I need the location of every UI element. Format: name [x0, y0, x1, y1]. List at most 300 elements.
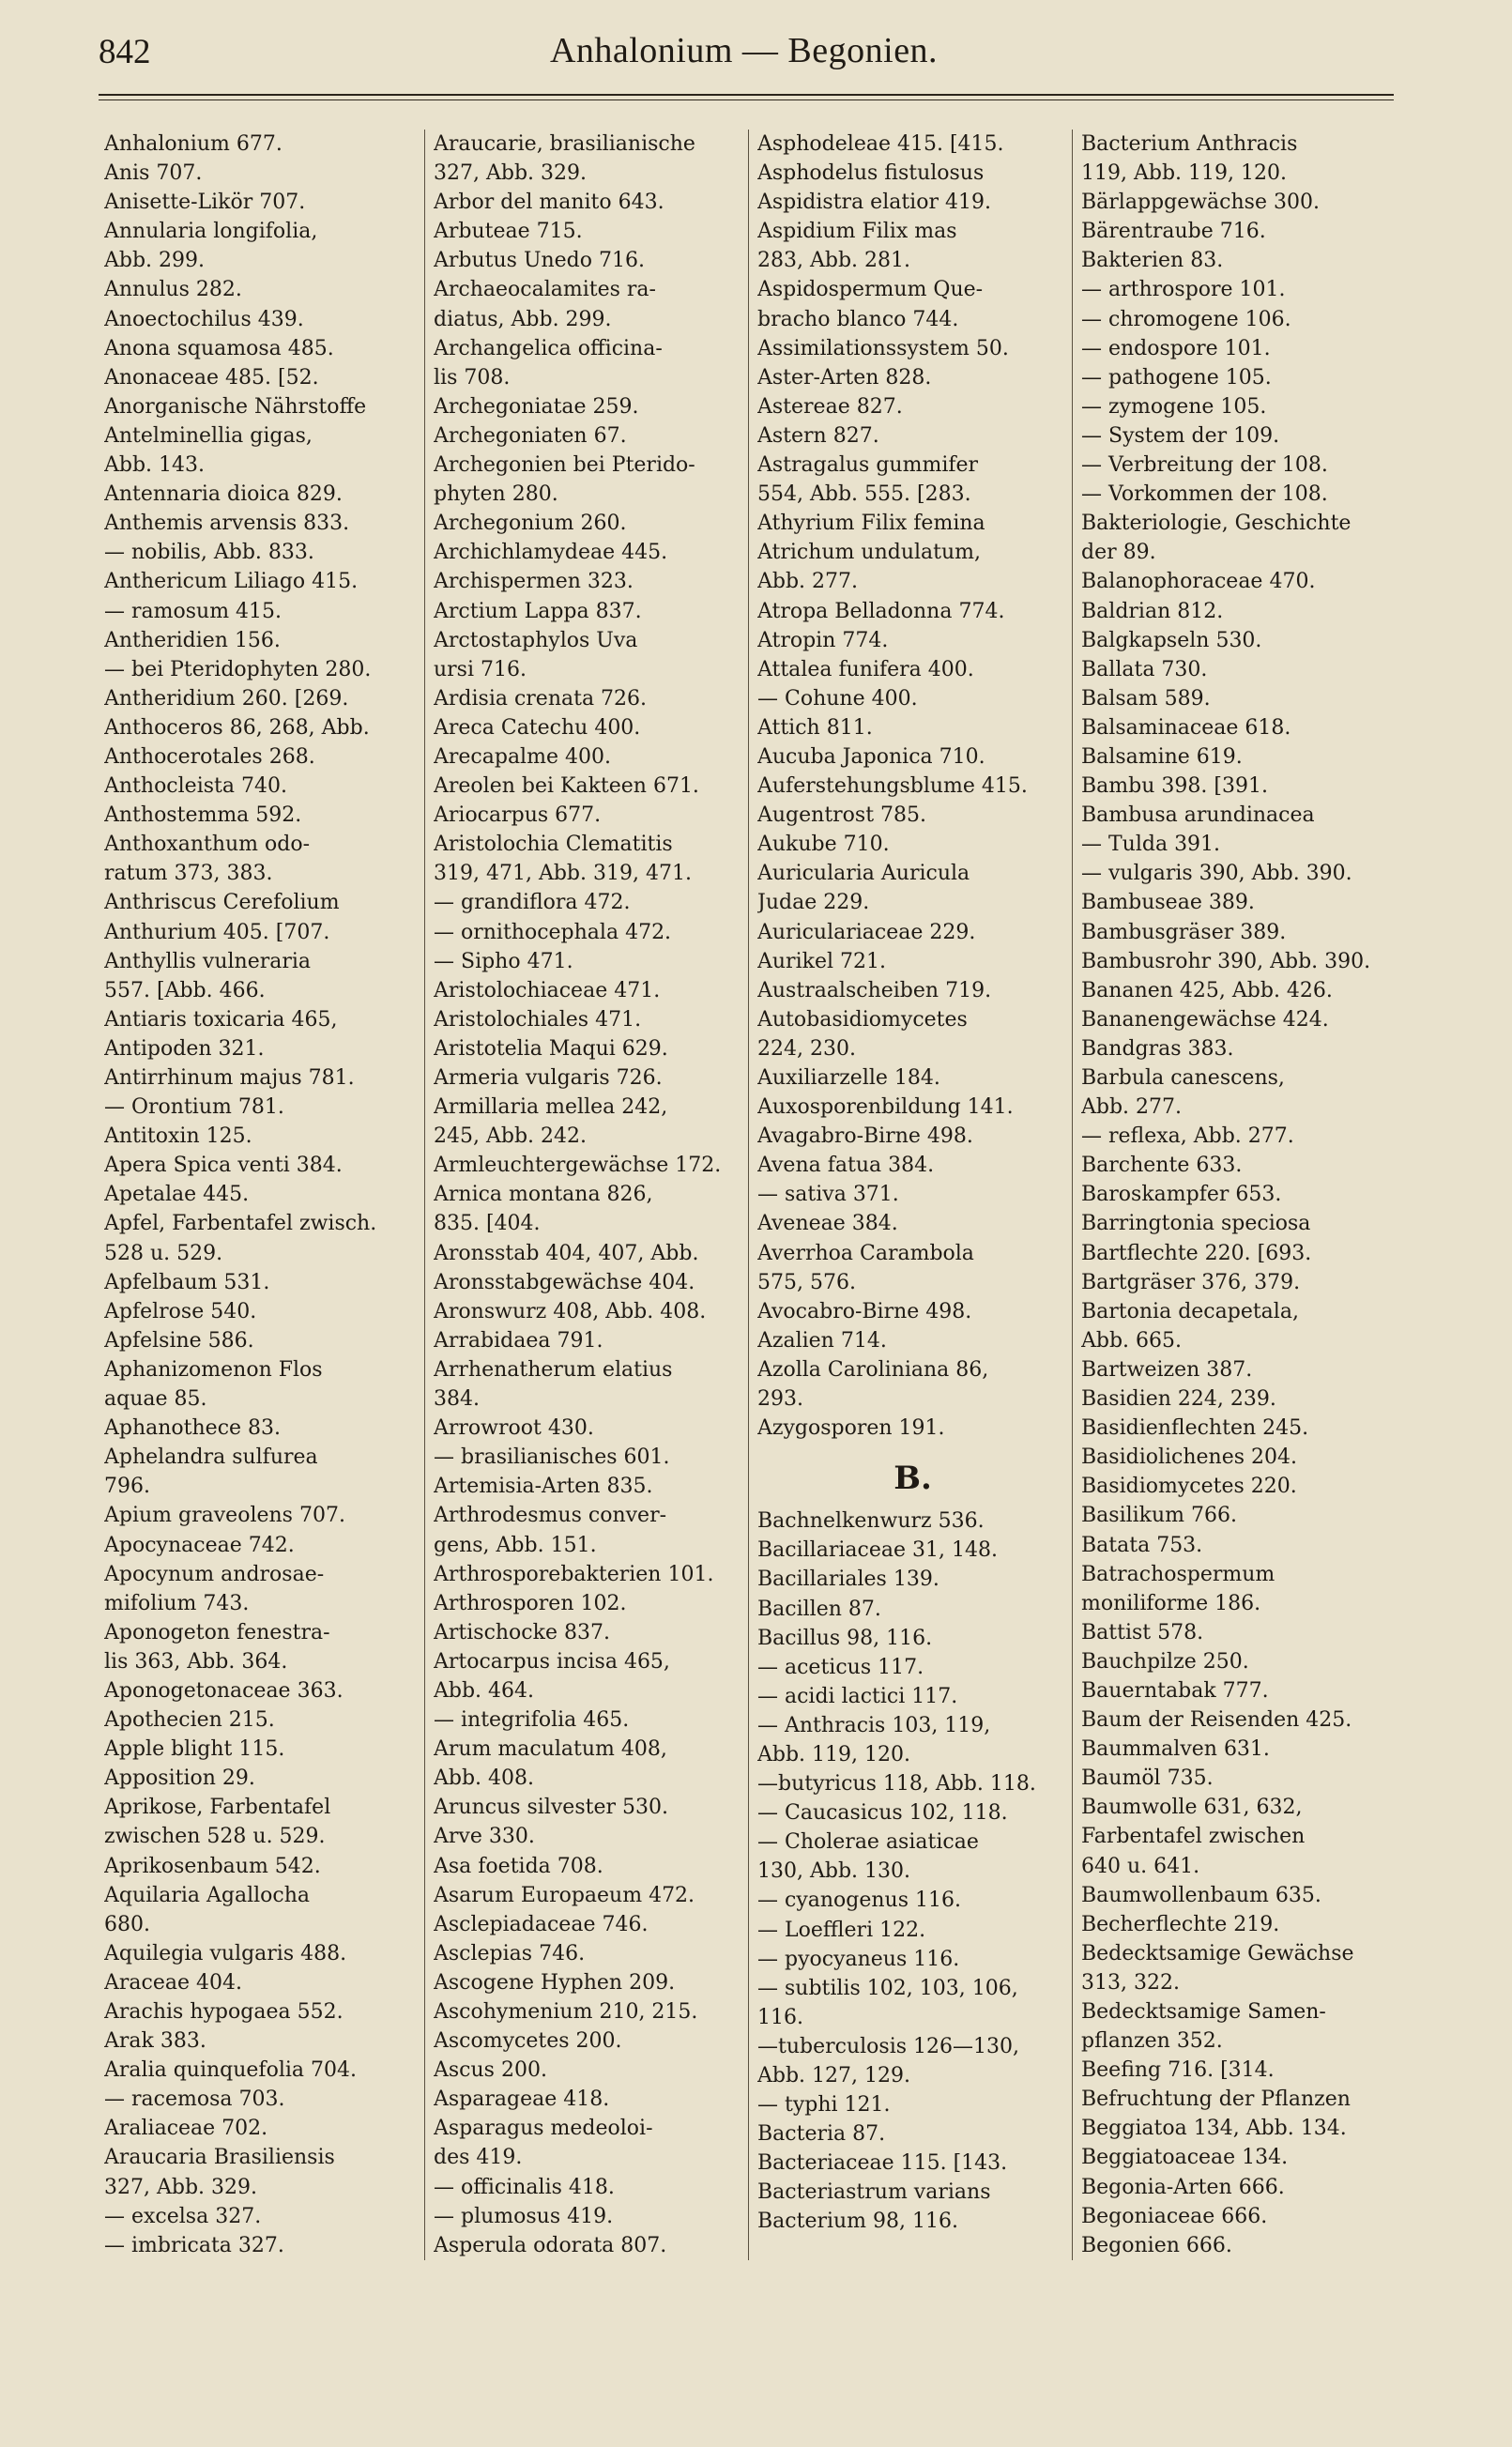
index-entry: 116. — [757, 2005, 803, 2029]
index-entry: Avena fatua 384. — [757, 1154, 935, 1178]
index-entry: Balsam 589. — [1081, 686, 1211, 711]
index-entry: Aquilaria Agallocha — [104, 1883, 311, 1907]
index-entry: Judae 229. — [757, 891, 870, 915]
index-entry: Atrichum undulatum, — [757, 541, 982, 565]
index-entry: Arbor del manito 643. — [434, 191, 664, 215]
index-entry: ursi 716. — [434, 657, 527, 681]
index-column-1 — [100, 130, 424, 2260]
index-entry: Arve 330. — [434, 1825, 535, 1849]
index-entry: Barbula canescens, — [1081, 1066, 1285, 1090]
index-entry: Arthrosporen 102. — [434, 1591, 627, 1615]
index-entry: Apocynaceae 742. — [104, 1533, 295, 1557]
index-entry: Bakteriologie, Geschichte — [1081, 512, 1352, 536]
index-entry: Bartonia decapetala, — [1081, 1299, 1299, 1323]
index-entry: Aristolochiaceae 471. — [434, 978, 661, 1002]
index-entry: Battist 578. — [1081, 1620, 1204, 1644]
index-entry: 557. [Abb. 466. — [104, 978, 266, 1002]
index-entry: 554, Abb. 555. [283. — [757, 482, 971, 507]
index-entry: Beefing 716. [314. — [1081, 2058, 1275, 2083]
index-entry: Aronswurz 408, Abb. 408. — [434, 1299, 707, 1323]
index-entry: Arbuteae 715. — [434, 220, 583, 244]
index-entry: Anthemis arvensis 833. — [104, 512, 350, 536]
index-entry: Arak 383. — [104, 2029, 206, 2054]
index-entry: Arbutus Unedo 716. — [434, 249, 645, 273]
index-entry: Asclepias 746. — [434, 1941, 586, 1965]
index-entry: Ariocarpus 677. — [434, 803, 602, 828]
index-entry: Abb. 127, 129. — [757, 2064, 911, 2088]
index-entry: — Sipho 471. — [434, 949, 573, 973]
index-entry: Balsaminaceae 618. — [1081, 715, 1291, 740]
index-entry: — Orontium 781. — [104, 1095, 284, 1120]
index-entry: — grandiflora 472. — [434, 891, 631, 915]
index-entry: Anthyllis vulneraria — [104, 949, 312, 973]
index-entry: Befruchtung der Pflanzen — [1081, 2088, 1351, 2112]
index-column-4 — [1072, 130, 1396, 2260]
index-entry: Bananengewächse 424. — [1081, 1007, 1329, 1032]
index-entry: Baumwollenbaum 635. — [1081, 1883, 1321, 1907]
index-entry: Archegonien bei Pterido- — [434, 453, 695, 478]
index-entry: Apple blight 115. — [104, 1737, 285, 1762]
index-entry: Beggiatoa 134, Abb. 134. — [1081, 2117, 1347, 2141]
index-entry: mifolium 743. — [104, 1591, 250, 1615]
index-entry: —tuberculosis 126—130, — [757, 2034, 1019, 2058]
index-entry: Anthocerotales 268. — [104, 744, 315, 769]
index-entry: Armillaria mellea 242, — [434, 1095, 668, 1120]
index-entry: Bedecktsamige Gewächse — [1081, 1941, 1354, 1965]
index-entry: Abb. 277. — [757, 570, 859, 594]
index-entry: Bartgräser 376, 379. — [1081, 1270, 1301, 1294]
header-rule-thick — [99, 94, 1394, 96]
index-entry: Areca Catechu 400. — [434, 715, 641, 740]
index-entry: Anona squamosa 485. — [104, 336, 334, 360]
index-entry: — excelsa 327. — [104, 2204, 262, 2228]
index-entry: Abb. 143. — [104, 453, 206, 478]
index-entry: Azygosporen 191. — [757, 1416, 945, 1441]
index-entry: Aprikose, Farbentafel — [104, 1796, 331, 1820]
index-entry: gens, Abb. 151. — [434, 1533, 597, 1557]
index-entry: Bauchpilze 250. — [1081, 1649, 1249, 1674]
index-entry: zwischen 528 u. 529. — [104, 1825, 326, 1849]
index-entry: Bärlappgewächse 300. — [1081, 191, 1320, 215]
index-entry: Arnica montana 826, — [434, 1183, 653, 1207]
index-entry: Ascogene Hyphen 209. — [434, 1970, 676, 1995]
index-entry: — subtilis 102, 103, 106, — [757, 1976, 1018, 2000]
index-entry: 319, 471, Abb. 319, 471. — [434, 862, 692, 886]
index-entry: Bacteriastrum varians — [757, 2180, 991, 2205]
index-entry: Aralia quinquefolia 704. — [104, 2058, 357, 2083]
index-entry: Bananen 425, Abb. 426. — [1081, 978, 1333, 1002]
index-columns — [100, 130, 1396, 2260]
index-entry: Araucaria Brasiliensis — [104, 2146, 335, 2170]
index-entry: Apfelsine 586. — [104, 1328, 254, 1353]
index-entry: Archegonium 260. — [434, 512, 627, 536]
index-entry: Auferstehungsblume 415. — [757, 774, 1028, 799]
index-entry: moniliforme 186. — [1081, 1591, 1261, 1615]
index-entry: Bacillariaceae 31, 148. — [757, 1538, 998, 1563]
index-entry: Aster-Arten 828. — [757, 365, 932, 390]
index-entry: Bedecktsamige Samen- — [1081, 2000, 1326, 2024]
index-entry: — pathogene 105. — [1081, 365, 1272, 390]
index-entry: Araliaceae 702. — [104, 2117, 268, 2141]
page-header — [99, 26, 1389, 92]
index-entry: — System der 109. — [1081, 423, 1280, 448]
index-entry: Anthriscus Cerefolium — [104, 891, 340, 915]
index-entry: Arecapalme 400. — [434, 744, 611, 769]
index-entry: — imbricata 327. — [104, 2233, 284, 2257]
index-entry: Anthericum Liliago 415. — [104, 570, 359, 594]
index-entry: Auxiliarzelle 184. — [757, 1066, 940, 1090]
index-entry: 293. — [757, 1387, 803, 1412]
index-entry: Attalea funifera 400. — [757, 657, 974, 681]
index-entry: — ornithocephala 472. — [434, 920, 672, 944]
index-entry: Basidienflechten 245. — [1081, 1416, 1309, 1441]
index-entry: ratum 373, 383. — [104, 862, 273, 886]
index-entry: Basidien 224, 239. — [1081, 1387, 1276, 1412]
index-entry: Anthoceros 86, 268, Abb. — [104, 715, 370, 740]
index-entry: aquae 85. — [104, 1387, 207, 1412]
index-entry: — plumosus 419. — [434, 2204, 614, 2228]
index-entry: Aphanizomenon Flos — [104, 1357, 323, 1382]
index-entry: Aspidospermum Que- — [757, 278, 984, 302]
index-entry: Aronsstabgewächse 404. — [434, 1270, 695, 1294]
index-column-3-b-entries — [757, 1506, 1068, 2236]
index-entry: — Vorkommen der 108. — [1081, 482, 1328, 507]
index-entry: — vulgaris 390, Abb. 390. — [1081, 862, 1352, 886]
index-entry: Antheridium 260. [269. — [104, 686, 349, 711]
index-entry: Aristolochia Clematitis — [434, 833, 673, 857]
index-entry: Beggiatoaceae 134. — [1081, 2146, 1289, 2170]
index-entry: Bacteriaceae 115. [143. — [757, 2151, 1008, 2176]
index-entry: diatus, Abb. 299. — [434, 307, 612, 331]
index-entry: bracho blanco 744. — [757, 307, 959, 331]
index-entry: Aukube 710. — [757, 833, 890, 857]
index-entry: Bachnelkenwurz 536. — [757, 1509, 985, 1534]
index-entry: Aveneae 384. — [757, 1212, 898, 1236]
index-entry: Anthocleista 740. — [104, 774, 287, 799]
index-entry: Arrowroot 430. — [434, 1416, 594, 1441]
index-entry: Bacillariales 139. — [757, 1568, 939, 1592]
index-entry: 224, 230. — [757, 1036, 856, 1061]
index-entry: Artischocke 837. — [434, 1620, 610, 1644]
index-entry: — brasilianisches 601. — [434, 1445, 670, 1470]
index-column-3 — [748, 130, 1072, 2260]
index-entry: Bambuseae 389. — [1081, 891, 1255, 915]
index-entry: 835. [404. — [434, 1212, 541, 1236]
index-entry: Aphanothece 83. — [104, 1416, 282, 1441]
index-entry: Arum maculatum 408, — [434, 1737, 667, 1762]
index-entry: — pyocyaneus 116. — [757, 1947, 960, 1971]
index-entry: Auxosporenbildung 141. — [757, 1095, 1014, 1120]
index-entry: Archaeocalamites ra- — [434, 278, 656, 302]
index-entry: Antiaris toxicaria 465, — [104, 1007, 338, 1032]
index-entry: Anthostemma 592. — [104, 803, 302, 828]
index-entry: Bacillen 87. — [757, 1597, 881, 1621]
index-entry: Arachis hypogaea 552. — [104, 2000, 344, 2024]
index-entry: Begoniaceae 666. — [1081, 2204, 1268, 2228]
index-entry: Balanophoraceae 470. — [1081, 570, 1316, 594]
index-entry: Batrachospermum — [1081, 1562, 1275, 1586]
index-entry: Ascohymenium 210, 215. — [434, 2000, 698, 2024]
index-entry: Assimilationssystem 50. — [757, 336, 1009, 360]
index-entry: Antennaria dioica 829. — [104, 482, 343, 507]
index-entry: Avagabro-Birne 498. — [757, 1124, 973, 1149]
index-entry: Asparagus medeoloi- — [434, 2117, 653, 2141]
index-entry: —butyricus 118, Abb. 118. — [757, 1772, 1036, 1797]
index-entry: Bacteria 87. — [757, 2122, 886, 2147]
index-entry: Azolla Caroliniana 86, — [757, 1357, 989, 1382]
index-entry: — officinalis 418. — [434, 2175, 615, 2199]
index-entry: Bambusa arundinacea — [1081, 803, 1315, 828]
index-entry: Araucarie, brasilianische — [434, 132, 695, 156]
index-entry: Apetalae 445. — [104, 1183, 250, 1207]
index-entry: Abb. 665. — [1081, 1328, 1183, 1353]
index-entry: Anis 707. — [104, 161, 203, 186]
index-entry: — typhi 121. — [757, 2093, 891, 2118]
index-entry: 640 u. 641. — [1081, 1854, 1200, 1878]
index-entry: Aspidistra elatior 419. — [757, 191, 991, 215]
index-entry: Balgkapseln 530. — [1081, 628, 1262, 652]
index-entry: — zymogene 105. — [1081, 394, 1267, 419]
index-entry: Asarum Europaeum 472. — [434, 1883, 695, 1907]
index-entry: Asperula odorata 807. — [434, 2233, 667, 2257]
index-entry: Anthoxanthum odo- — [104, 833, 311, 857]
index-entry: Atropin 774. — [757, 628, 889, 652]
index-entry: Archangelica officina- — [434, 336, 663, 360]
index-entry: Attich 811. — [757, 715, 873, 740]
index-entry: Antirrhinum majus 781. — [104, 1066, 355, 1090]
index-entry: Aruncus silvester 530. — [434, 1796, 668, 1820]
section-letter-b: B. — [893, 1460, 932, 1498]
index-entry: — Anthracis 103, 119, — [757, 1713, 991, 1737]
index-entry: Apothecien 215. — [104, 1708, 275, 1733]
index-entry: 327, Abb. 329. — [104, 2175, 258, 2199]
index-entry: phyten 280. — [434, 482, 558, 507]
index-entry: Artocarpus incisa 465, — [434, 1649, 670, 1674]
header-rule-thin — [99, 99, 1394, 100]
index-entry: lis 363, Abb. 364. — [104, 1649, 288, 1674]
index-entry: 680. — [104, 1912, 150, 1936]
index-entry: Bärentraube 716. — [1081, 220, 1266, 244]
index-entry: Aquilegia vulgaris 488. — [104, 1941, 347, 1965]
index-entry: Farbentafel zwischen — [1081, 1825, 1306, 1849]
index-entry: Abb. 299. — [104, 249, 206, 273]
index-entry: 575, 576. — [757, 1270, 856, 1294]
index-entry: Austraalscheiben 719. — [757, 978, 992, 1002]
index-entry: Antheridien 156. — [104, 628, 281, 652]
index-entry: — chromogene 106. — [1081, 307, 1291, 331]
index-entry: Abb. 277. — [1081, 1095, 1183, 1120]
index-entry: 796. — [104, 1475, 150, 1499]
index-entry: — Caucasicus 102, 118. — [757, 1801, 1008, 1826]
index-entry: Aponogetonaceae 363. — [104, 1678, 344, 1703]
index-entry: Aurikel 721. — [757, 949, 886, 973]
index-entry: — acidi lactici 117. — [757, 1684, 958, 1708]
index-entry: Barchente 633. — [1081, 1154, 1243, 1178]
index-column-3-a-entries — [757, 130, 1068, 1443]
index-entry: Aristolochiales 471. — [434, 1007, 642, 1032]
index-entry: 327, Abb. 329. — [434, 161, 588, 186]
index-entry: — arthrospore 101. — [1081, 278, 1286, 302]
index-entry: Apocynum androsae- — [104, 1562, 325, 1586]
index-entry: Abb. 464. — [434, 1678, 535, 1703]
page-number: 842 — [99, 33, 151, 71]
index-entry: Anoectochilus 439. — [104, 307, 304, 331]
index-entry: Bandgras 383. — [1081, 1036, 1234, 1061]
index-entry: Bartflechte 220. [693. — [1081, 1241, 1312, 1265]
index-entry: Anisette-Likör 707. — [104, 191, 306, 215]
index-entry: Annularia longifolia, — [104, 220, 318, 244]
index-entry: Augentrost 785. — [757, 803, 927, 828]
index-entry: Asphodelus fistulosus — [757, 161, 985, 186]
index-entry: Basidiomycetes 220. — [1081, 1475, 1297, 1499]
index-entry: Apfel, Farbentafel zwisch. — [104, 1212, 377, 1236]
index-entry: Antipoden 321. — [104, 1036, 265, 1061]
index-entry: — ramosum 415. — [104, 599, 283, 623]
index-entry: Bacterium 98, 116. — [757, 2210, 959, 2234]
index-column-2 — [424, 130, 748, 2260]
index-entry: Antitoxin 125. — [104, 1124, 252, 1149]
index-entry: Anonaceae 485. [52. — [104, 365, 319, 390]
index-entry: 384. — [434, 1387, 480, 1412]
index-entry: Anthurium 405. [707. — [104, 920, 330, 944]
index-entry: Bacterium Anthracis — [1081, 132, 1298, 156]
index-entry: Aristotelia Maqui 629. — [434, 1036, 668, 1061]
index-entry: — Tulda 391. — [1081, 833, 1221, 857]
index-entry: Baumwolle 631, 632, — [1081, 1796, 1303, 1820]
index-entry: Arrabidaea 791. — [434, 1328, 603, 1353]
index-entry: Archichlamydeae 445. — [434, 541, 668, 565]
index-entry: — racemosa 703. — [104, 2088, 285, 2112]
index-entry: Bakterien 83. — [1081, 249, 1224, 273]
index-entry: — bei Pteridophyten 280. — [104, 657, 372, 681]
index-entry: — nobilis, Abb. 833. — [104, 541, 314, 565]
index-entry: — Verbreitung der 108. — [1081, 453, 1328, 478]
index-entry: Atropa Belladonna 774. — [757, 599, 1005, 623]
index-entry: Abb. 119, 120. — [757, 1742, 911, 1766]
index-entry: Arthrosporebakterien 101. — [434, 1562, 714, 1586]
index-entry: Avocabro-Birne 498. — [757, 1299, 972, 1323]
index-entry: — Cohune 400. — [757, 686, 918, 711]
index-entry: Annulus 282. — [104, 278, 242, 302]
index-entry: Basilikum 766. — [1081, 1504, 1238, 1528]
index-entry: Araceae 404. — [104, 1970, 242, 1995]
index-entry: Aphelandra sulfurea — [104, 1445, 318, 1470]
index-entry: — aceticus 117. — [757, 1655, 924, 1679]
index-entry: Arctostaphylos Uva — [434, 628, 638, 652]
index-entry: Arctium Lappa 837. — [434, 599, 642, 623]
index-entry: Begonia-Arten 666. — [1081, 2175, 1285, 2199]
index-entry: Artemisia-Arten 835. — [434, 1475, 653, 1499]
index-entry: Ardisia crenata 726. — [434, 686, 648, 711]
index-entry: Arrhenatherum elatius — [434, 1357, 673, 1382]
index-entry: — Cholerae asiaticae — [757, 1830, 979, 1855]
index-entry: Asa foetida 708. — [434, 1854, 603, 1878]
index-entry: 130, Abb. 130. — [757, 1859, 911, 1884]
index-entry: Batata 753. — [1081, 1533, 1203, 1557]
index-entry: — reflexa, Abb. 277. — [1081, 1124, 1294, 1149]
index-entry: Barringtonia speciosa — [1081, 1212, 1311, 1236]
index-entry: Archispermen 323. — [434, 570, 634, 594]
index-entry: Baldrian 812. — [1081, 599, 1224, 623]
index-entry: Astereae 827. — [757, 394, 903, 419]
index-entry: pflanzen 352. — [1081, 2029, 1223, 2054]
index-entry: Bambusgräser 389. — [1081, 920, 1287, 944]
index-entry: Ballata 730. — [1081, 657, 1208, 681]
index-entry: Apera Spica venti 384. — [104, 1154, 343, 1178]
index-entry: Bacillus 98, 116. — [757, 1626, 933, 1650]
index-entry: — integrifolia 465. — [434, 1708, 630, 1733]
index-entry: Baum der Reisenden 425. — [1081, 1708, 1352, 1733]
index-entry: Autobasidiomycetes — [757, 1007, 968, 1032]
index-entry: Bartweizen 387. — [1081, 1357, 1253, 1382]
index-entry: Armeria vulgaris 726. — [434, 1066, 663, 1090]
index-entry: 119, Abb. 119, 120. — [1081, 161, 1287, 186]
index-entry: Aucuba Japonica 710. — [757, 744, 985, 769]
index-entry: des 419. — [434, 2146, 523, 2170]
index-entry: Asclepiadaceae 746. — [434, 1912, 649, 1936]
index-entry: Asparageae 418. — [434, 2088, 610, 2112]
index-entry: Bambusrohr 390, Abb. 390. — [1081, 949, 1371, 973]
index-entry: Areolen bei Kakteen 671. — [434, 774, 699, 799]
index-entry: Baummalven 631. — [1081, 1737, 1270, 1762]
index-entry: Astragalus gummifer — [757, 453, 979, 478]
index-entry: Auriculariaceae 229. — [757, 920, 976, 944]
index-entry: Begonien 666. — [1081, 2233, 1232, 2257]
index-entry: Bambu 398. [391. — [1081, 774, 1268, 799]
index-entry: Arthrodesmus conver- — [434, 1504, 667, 1528]
index-entry: Auricularia Auricula — [757, 862, 970, 886]
index-entry: Athyrium Filix femina — [757, 512, 985, 536]
index-entry: Ascomycetes 200. — [434, 2029, 622, 2054]
index-entry: 313, 322. — [1081, 1970, 1180, 1995]
index-entry: — sativa 371. — [757, 1183, 899, 1207]
index-entry: — endospore 101. — [1081, 336, 1271, 360]
index-entry: Ascus 200. — [434, 2058, 547, 2083]
page-title: Anhalonium — Begonien. — [549, 31, 939, 70]
index-entry: Baroskampfer 653. — [1081, 1183, 1282, 1207]
index-entry: Aponogeton fenestra- — [104, 1620, 330, 1644]
index-entry: — cyanogenus 116. — [757, 1889, 961, 1913]
index-entry: Balsamine 619. — [1081, 744, 1243, 769]
index-entry: Apposition 29. — [104, 1766, 255, 1791]
index-entry: Archegoniaten 67. — [434, 423, 627, 448]
index-entry: Anorganische Nährstoffe — [104, 394, 367, 419]
index-entry: Becherflechte 219. — [1081, 1912, 1280, 1936]
index-entry: Basidiolichenes 204. — [1081, 1445, 1298, 1470]
index-entry: Archegoniatae 259. — [434, 394, 639, 419]
index-entry: lis 708. — [434, 365, 511, 390]
index-entry: Aprikosenbaum 542. — [104, 1854, 321, 1878]
index-entry: Baumöl 735. — [1081, 1766, 1214, 1791]
index-entry: der 89. — [1081, 541, 1156, 565]
index-entry: Armleuchtergewächse 172. — [434, 1154, 722, 1178]
index-entry: Apfelrose 540. — [104, 1299, 257, 1323]
index-entry: Averrhoa Carambola — [757, 1241, 974, 1265]
index-entry: 245, Abb. 242. — [434, 1124, 588, 1149]
index-entry: Abb. 408. — [434, 1766, 535, 1791]
index-entry: Azalien 714. — [757, 1328, 887, 1353]
index-entry: Astern 827. — [757, 423, 879, 448]
index-entry: 283, Abb. 281. — [757, 249, 911, 273]
index-entry: — Loeffleri 122. — [757, 1918, 926, 1942]
index-entry: Apium graveolens 707. — [104, 1504, 345, 1528]
index-entry: Bauerntabak 777. — [1081, 1678, 1269, 1703]
index-entry: Antelminellia gigas, — [104, 423, 313, 448]
index-entry: 528 u. 529. — [104, 1241, 223, 1265]
index-entry: Aronsstab 404, 407, Abb. — [434, 1241, 699, 1265]
index-entry: Apfelbaum 531. — [104, 1270, 270, 1294]
index-entry: Asphodeleae 415. [415. — [757, 132, 1004, 156]
